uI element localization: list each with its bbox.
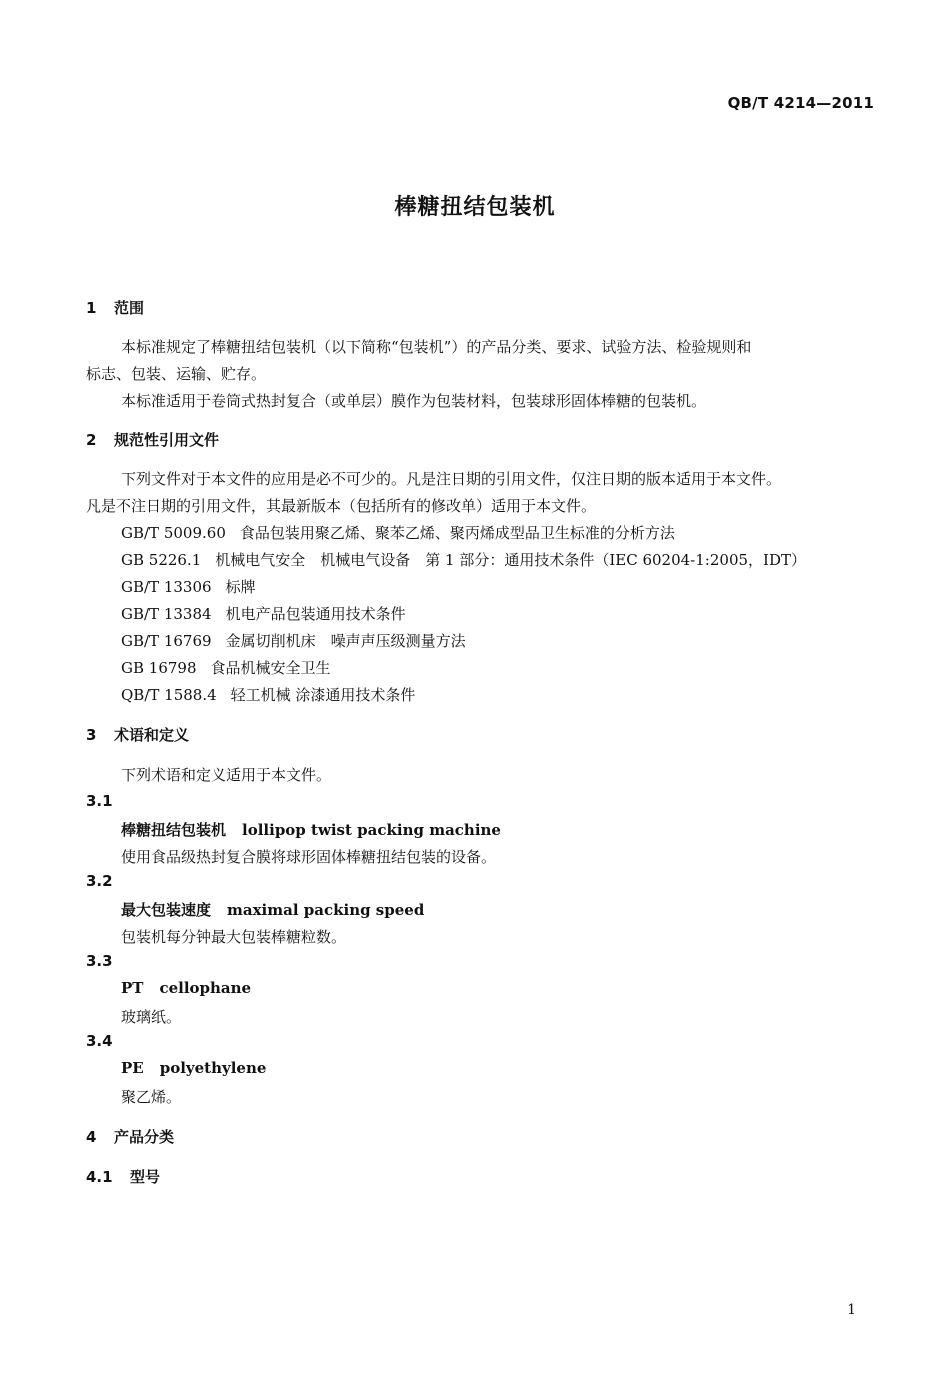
term-definition: 包装机每分钟最大包装棒糖粒数。 [121, 928, 347, 946]
section-3-heading [86, 724, 189, 745]
term-number: 3.2 [86, 872, 113, 890]
reference-title: 食品包装用聚乙烯、聚苯乙烯、聚丙烯成型品卫生标准的分析方法 [239, 524, 675, 542]
section-title: 规范性引用文件 [114, 431, 220, 449]
page-number: 1 [847, 1302, 856, 1318]
reference-title: 轻工机械 涂漆通用技术条件 [230, 686, 416, 704]
reference-item [121, 657, 331, 678]
term-number: 3.1 [86, 792, 113, 810]
reference-code: GB/T 5009.60 [121, 524, 226, 542]
section-2-heading [86, 429, 219, 450]
scope-paragraph-1-line-1: 本标准规定了棒糖扭结包装机（以下简称“包装机”）的产品分类、要求、试验方法、检验规则和 [121, 338, 752, 356]
reference-code: GB 5226.1 [121, 551, 202, 569]
terms-intro: 下列术语和定义适用于本文件。 [121, 766, 332, 784]
section-title: 产品分类 [114, 1128, 175, 1146]
document-title: 棒糖扭结包装机 [394, 195, 556, 220]
term-en: cellophane [159, 979, 252, 997]
reference-code: GB/T 16769 [121, 632, 212, 650]
reference-item [121, 684, 415, 705]
reference-item [121, 630, 466, 651]
scope-paragraph-2: 本标准适用于卷筒式热封复合（或单层）膜作为包装材料，包装球形固体棒糖的包装机。 [121, 392, 707, 410]
reference-item [121, 549, 806, 570]
section-title: 术语和定义 [114, 726, 190, 744]
section-1-heading [86, 297, 144, 318]
section-title: 范围 [114, 299, 145, 317]
reference-title: 金属切削机床 噪声声压级测量方法 [225, 632, 466, 650]
reference-title: 机电产品包装通用技术条件 [225, 605, 406, 623]
scope-paragraph-1-line-2: 标志、包装、运输、贮存。 [86, 365, 267, 383]
term-heading [121, 819, 501, 840]
term-number: 3.3 [86, 952, 113, 970]
reference-item [121, 576, 256, 597]
subsection-4-1-heading [86, 1166, 160, 1187]
term-zh: 最大包装速度 [121, 901, 212, 919]
term-definition: 聚乙烯。 [121, 1088, 182, 1106]
term-definition: 使用食品级热封复合膜将球形固体棒糖扭结包装的设备。 [121, 848, 497, 866]
standard-code: QB/T 4214—2011 [727, 94, 874, 112]
reference-title: 标牌 [225, 578, 256, 596]
reference-code: QB/T 1588.4 [121, 686, 217, 704]
term-heading [121, 979, 251, 997]
term-en: maximal packing speed [227, 901, 425, 919]
reference-code: GB/T 13384 [121, 605, 212, 623]
references-intro-line-1: 下列文件对于本文件的应用是必不可少的。凡是注日期的引用文件，仅注日期的版本适用于本文件。 [121, 470, 782, 488]
reference-code: GB 16798 [121, 659, 197, 677]
term-number: 3.4 [86, 1032, 113, 1050]
reference-code: GB/T 13306 [121, 578, 212, 596]
reference-item [121, 522, 675, 543]
term-zh: PT [121, 979, 144, 997]
term-en: polyethylene [159, 1059, 267, 1077]
reference-title: 机械电气安全 机械电气设备 第 1 部分：通用技术条件（IEC 60204-1:2005，IDT） [215, 551, 806, 569]
section-number: 4 [86, 1128, 97, 1146]
term-en: lollipop twist packing machine [242, 821, 501, 839]
term-zh: 棒糖扭结包装机 [121, 821, 227, 839]
term-zh: PE [121, 1059, 144, 1077]
reference-item [121, 603, 406, 624]
section-4-heading [86, 1126, 174, 1147]
term-heading [121, 899, 424, 920]
reference-title: 食品机械安全卫生 [210, 659, 331, 677]
term-definition: 玻璃纸。 [121, 1008, 182, 1026]
subsection-number: 4.1 [86, 1168, 113, 1186]
section-number: 3 [86, 726, 97, 744]
section-number: 2 [86, 431, 97, 449]
term-heading [121, 1059, 266, 1077]
section-number: 1 [86, 299, 97, 317]
references-intro-line-2: 凡是不注日期的引用文件，其最新版本（包括所有的修改单）适用于本文件。 [86, 497, 597, 515]
subsection-title: 型号 [130, 1168, 161, 1186]
